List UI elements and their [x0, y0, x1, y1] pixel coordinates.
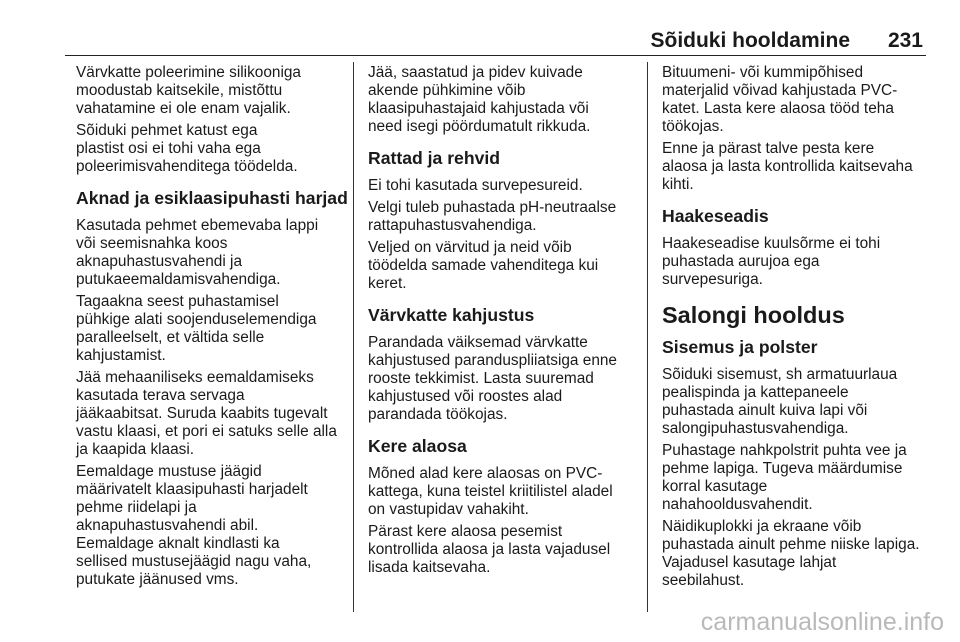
paragraph: Veljed on värvitud ja neid võib töödelda samade vahenditega kui keret.: [368, 239, 599, 292]
header-divider: [65, 55, 926, 56]
chapter-heading-interior-care: Salongi hooldus: [662, 302, 845, 328]
paragraph: Sõiduki pehmet katust ega plastist osi ei tohi vaha ega poleerimisvahenditega töödelda.: [76, 122, 298, 175]
paragraph: Velgi tuleb puhastada pH-neutraalse rattapuhastusvahendiga.: [368, 199, 617, 234]
paragraph: Haakeseadise kuulsõrme ei tohi puhastada aurujoa ega survepesuriga.: [662, 235, 881, 288]
column-divider-1: [353, 62, 354, 612]
page-title: Sõiduki hooldamine: [650, 29, 850, 52]
paragraph: Pärast kere alaosa pesemist kontrollida alaosa ja lasta vajadusel lisada kaitsevaha.: [368, 523, 611, 576]
section-heading-windows: Aknad ja esiklaasipuhasti harjad: [76, 188, 348, 208]
paragraph: Värvkatte poleerimine silikooniga moodustab kaitsekile, mistõttu vahatamine ei ole enam vajalik.: [76, 64, 301, 117]
column-3: [662, 64, 926, 594]
paragraph: Tagaakna seest puhastamisel pühkige alati soojenduselemendiga paralleelselt, et vältida selle kahjustamist.: [76, 293, 317, 364]
paragraph: Kasutada pehmet ebemevaba lappi või seemisnahka koos aknapuhastusvahendi ja putukaeemaldamisvahendiga.: [76, 217, 319, 288]
paragraph: Jää, saastatud ja pidev kuivade akende pühkimine võib klaasipuhastajaid kahjustada või need isegi pöördumatult rikkuda.: [368, 64, 591, 135]
paragraph: Näidikuplokki ja ekraane võib puhastada ainult pehme niiske lapiga. Vajadusel kasutage lahjat seebilahust.: [662, 518, 920, 589]
paragraph: Eemaldage mustuse jäägid määrivatelt klaasipuhasti harjadelt pehme riidelapi ja aknapuhastusvahendi abil. Eemaldage aknalt kindlasti ka sellised mustusejäägid nagu vaha, putukate jäänused vms.: [76, 463, 312, 588]
page-number: 231: [887, 29, 923, 52]
section-heading-underbody: Kere alaosa: [368, 436, 467, 456]
paragraph: Mõned alad kere alaosas on PVC- kattega, kuna teistel kriitilistel aladel on vastupidav vahakiht.: [368, 465, 613, 518]
section-heading-paint-damage: Värvkatte kahjustus: [368, 305, 535, 325]
section-heading-towbar: Haakeseadis: [662, 206, 769, 226]
watermark: carmanualsonline.info: [700, 608, 944, 636]
paragraph: Bituumeni- või kummipõhised materjalid võivad kahjustada PVC- katet. Lasta kere alaosa tööd teha töökojas.: [662, 64, 898, 135]
paragraph: Parandada väiksemad värvkatte kahjustused paranduspliiatsiga enne rooste tekkimist. Lasta suuremad kahjustused või roostes alad parandada töökojas.: [368, 334, 617, 423]
paragraph: Jää mehaaniliseks eemaldamiseks kasutada terava servaga jääkaabitsat. Suruda kaabits tugevalt vastu klaasi, et pori ei satuks selle alla ja kaapida klaasi.: [76, 369, 337, 458]
section-heading-upholstery: Sisemus ja polster: [662, 337, 818, 357]
paragraph: Enne ja pärast talve pesta kere alaosa ja lasta kontrollida kaitsevaha kihti.: [662, 140, 913, 193]
column-divider-2: [647, 62, 648, 612]
section-heading-wheels: Rattad ja rehvid: [368, 148, 500, 168]
column-1: [76, 64, 348, 593]
paragraph: Puhastage nahkpolstrit puhta vee ja pehme lapiga. Tugeva määrdumise korral kasutage nahahooldusvahendit.: [662, 442, 907, 513]
paragraph: Sõiduki sisemust, sh armatuurlaua pealispinda ja kattepaneele puhastada ainult kuiva lapi või salongipuhastusvahendiga.: [662, 366, 898, 437]
column-2: [368, 64, 640, 581]
paragraph: Ei tohi kasutada survepesureid.: [368, 177, 583, 194]
